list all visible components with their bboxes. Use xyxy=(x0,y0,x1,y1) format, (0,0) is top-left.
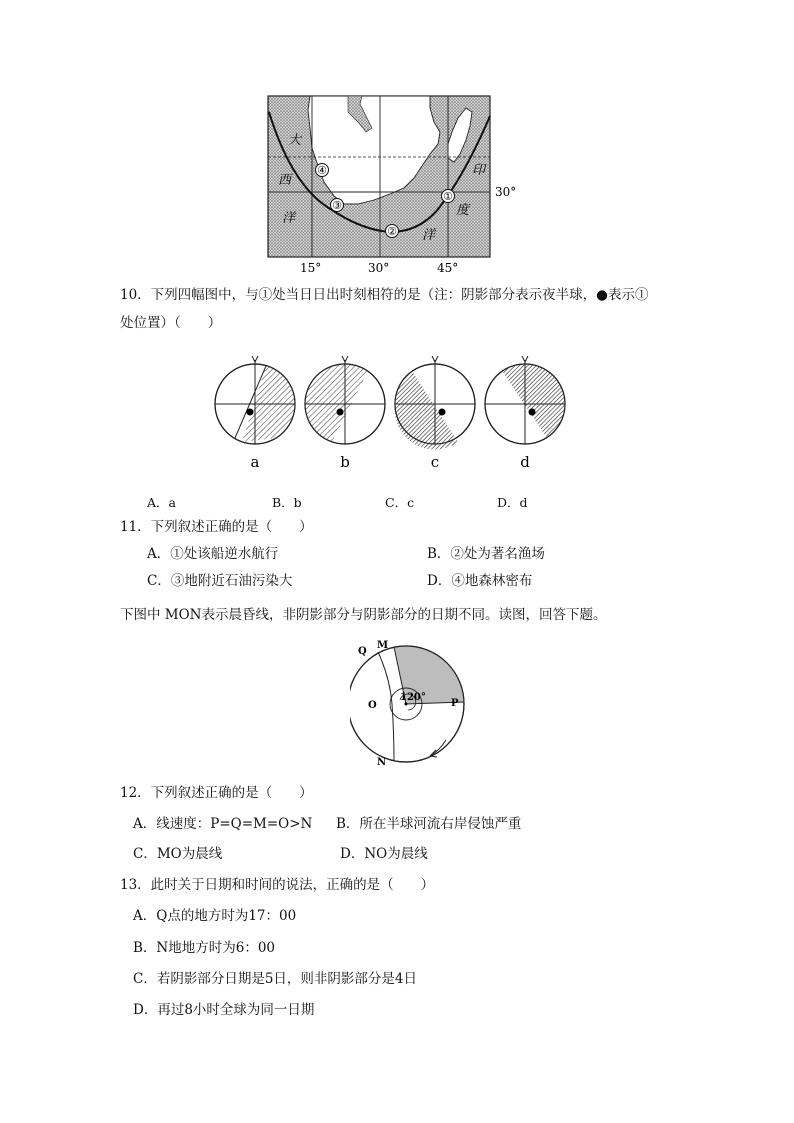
q12-stem: 12．下列叙述正确的是（ ） xyxy=(120,785,313,801)
polar-svg xyxy=(350,638,470,770)
q13-option-d[interactable]: D．再过8小时全球为同一日期 xyxy=(133,1002,315,1018)
point-3-label: ③ xyxy=(332,199,342,212)
q10-circle-figures xyxy=(210,352,590,482)
q13-stem: 13．此时关于日期和时间的说法，正确的是（ ） xyxy=(120,877,435,893)
point-4-label: ④ xyxy=(317,164,327,177)
figure-d xyxy=(485,360,565,471)
ocean-right-char-3: 洋 xyxy=(422,228,436,243)
intro-text: 下图中 MON表示晨昏线，非阴影部分与阴影部分的日期不同。读图，回答下题。 xyxy=(120,607,607,623)
q10-option-a[interactable]: A．a xyxy=(147,495,176,510)
q12-option-c[interactable]: C．MO为晨线 xyxy=(133,846,223,862)
ocean-left-char-1: 大 xyxy=(288,133,302,148)
polar-view-figure xyxy=(350,638,470,770)
figure-c-label: c xyxy=(430,453,440,471)
q12-option-b[interactable]: B．所在半球河流右岸侵蚀严重 xyxy=(336,816,522,832)
polar-label-p: P xyxy=(451,698,459,709)
polar-label-q: Q xyxy=(358,646,367,657)
q10-stem-line1: 10．下列四幅图中，与①处当日日出时刻相符的是（注：阴影部分表示夜半球，●表示① xyxy=(120,287,649,303)
polar-label-o: O xyxy=(368,700,377,711)
southern-africa-map xyxy=(262,92,532,278)
map-svg xyxy=(262,92,532,278)
ocean-right-char-2: 度 xyxy=(456,203,470,218)
point-2-label: ② xyxy=(387,225,397,238)
q11-stem: 11．下列叙述正确的是（ ） xyxy=(120,519,313,535)
q11-option-a[interactable]: A．①处该船逆水航行 xyxy=(147,546,279,562)
q10-option-d[interactable]: D．d xyxy=(497,495,528,510)
q13-option-c[interactable]: C．若阴影部分日期是5日，则非阴影部分是4日 xyxy=(133,971,418,987)
polar-label-n: N xyxy=(377,757,387,768)
latitude-label: 30° xyxy=(495,185,517,199)
q11-option-b[interactable]: B．②处为著名渔场 xyxy=(427,546,545,562)
q10-option-b[interactable]: B．b xyxy=(272,495,302,510)
longitude-label-30: 30° xyxy=(368,261,390,275)
q12-option-a[interactable]: A．线速度：P=Q=M=O>N xyxy=(133,816,313,832)
figure-a xyxy=(215,360,295,471)
q12-option-d[interactable]: D．NO为晨线 xyxy=(340,846,428,862)
polar-label-m: M xyxy=(377,640,389,651)
ocean-left-char-2: 西 xyxy=(278,173,292,188)
q10-figures-svg xyxy=(210,352,590,482)
figure-a-label: a xyxy=(250,453,260,471)
longitude-label-45: 45° xyxy=(437,261,459,275)
q10-option-c[interactable]: C．c xyxy=(385,495,415,510)
ocean-left-char-3: 洋 xyxy=(282,211,296,226)
figure-b xyxy=(305,360,385,471)
q11-option-c[interactable]: C．③地附近石油污染大 xyxy=(147,573,293,589)
longitude-label-15: 15° xyxy=(300,261,322,275)
polar-angle-label: 120° xyxy=(400,692,426,703)
q10-stem-line2: 处位置）（ ） xyxy=(120,315,222,331)
q13-option-a[interactable]: A．Q点的地方时为17：00 xyxy=(133,908,297,924)
figure-c xyxy=(395,360,475,471)
ocean-right-char-1: 印 xyxy=(472,163,486,178)
figure-d-label: d xyxy=(520,453,530,471)
q13-option-b[interactable]: B．N地地方时为6：00 xyxy=(133,940,276,956)
figure-b-label: b xyxy=(340,453,350,471)
point-1-label: ① xyxy=(443,190,453,203)
q11-option-d[interactable]: D．④地森林密布 xyxy=(427,573,533,589)
